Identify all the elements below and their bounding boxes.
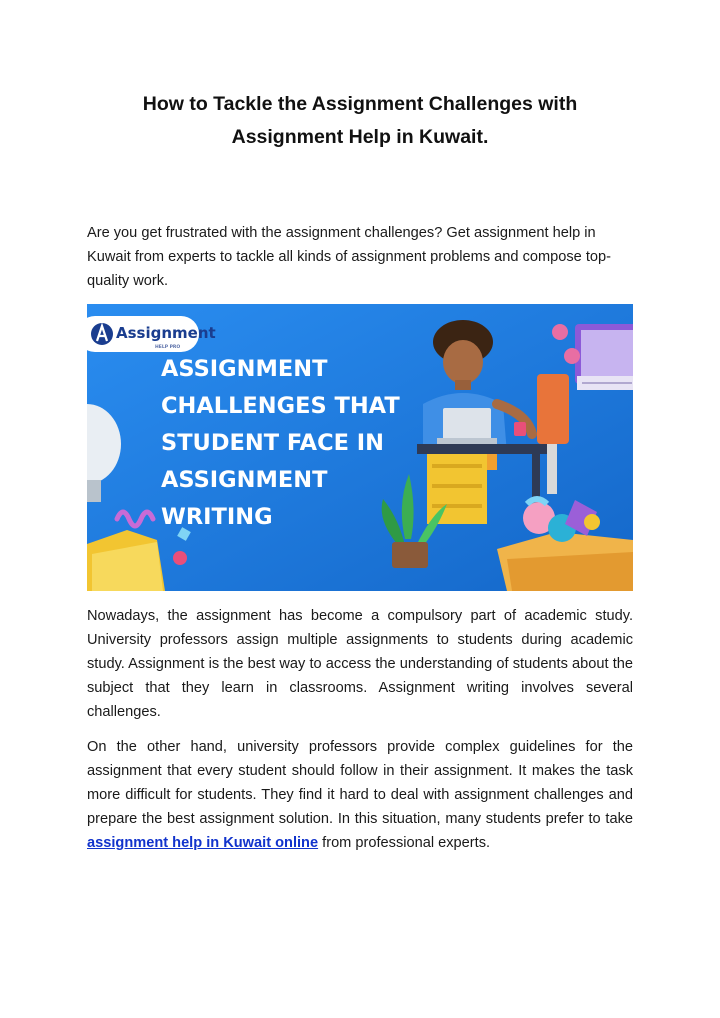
- headline-line-3: STUDENT FACE IN: [161, 430, 385, 456]
- title-line-2: Assignment Help in Kuwait.: [231, 126, 489, 148]
- paragraph-1: Nowadays, the assignment has become a compulsory part of academic study. University professors assign multiple assignments to students during academic study. Assignment is the best way to access the understanding of students about the subject that they learn in classrooms. Assignment writing involves several challenges.: [87, 608, 633, 720]
- paragraph-2-text-before: On the other hand, university professors provide complex guidelines for the assignment that every student should follow in their assignment. It makes the task more difficult for students. They find it hard to deal with assignment challenges and prepare the best assignment solution. In this situation, many students prefer to take: [87, 739, 633, 827]
- like-bubble-icon: [552, 324, 568, 340]
- headline-line-2: CHALLENGES THAT: [161, 393, 400, 419]
- monitor-illustration: [575, 324, 633, 390]
- logo-text: Assignment: [116, 324, 216, 342]
- assignment-help-link[interactable]: assignment help in Kuwait online: [87, 835, 319, 851]
- title-line-1: How to Tackle the Assignment Challenges with: [142, 93, 578, 115]
- document-title: [87, 88, 633, 154]
- banner-image: [87, 304, 633, 591]
- paragraph-2-text-after: from professional experts.: [318, 835, 491, 851]
- headline-line-5: WRITING: [161, 504, 273, 530]
- like-bubble-icon: [564, 348, 580, 364]
- intro-paragraph: Are you get frustrated with the assignment challenges? Get assignment help in Kuwait from experts to tackle all kinds of assignment problems and compose top-quality work.: [87, 225, 611, 289]
- headline-line-1: ASSIGNMENT: [161, 356, 328, 382]
- logo-subtext: HELP PRO: [155, 345, 181, 350]
- paragraph-2: [87, 735, 633, 855]
- headline-line-4: ASSIGNMENT: [161, 467, 328, 493]
